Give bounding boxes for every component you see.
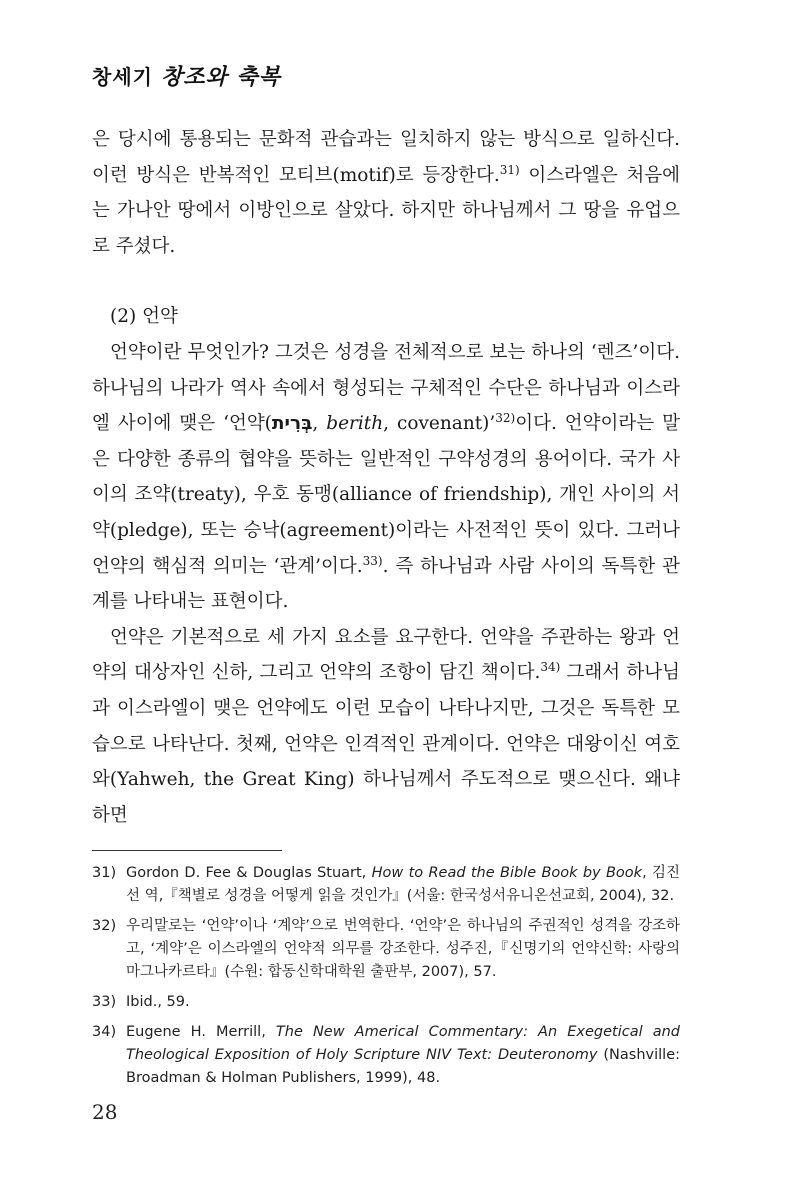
running-head	[92, 60, 281, 91]
footnote-text	[126, 862, 680, 908]
footnote-number: 33)	[92, 994, 117, 1010]
para1-text-a: 은 당시에 통용되는 문화적 관습과는 일치하지 않는 방식으로 일하신다. 이런 방식은 반복적인 모티브(motif)로 등장한다.	[92, 129, 680, 186]
footnote-text: Ibid., 59.	[126, 994, 190, 1010]
footnote-number: 34)	[92, 1024, 117, 1040]
footnotes	[92, 862, 680, 1097]
fn-title: How to Read the Bible Book by Book	[371, 865, 643, 881]
fn-post: , 김진선 역,『책별로 성경을 어떻게 읽을 것인가』(서울: 한국성서유니온선교회, 2004), 32.	[126, 865, 681, 904]
page-number: 28	[92, 1100, 118, 1124]
footnote-number: 31)	[92, 865, 117, 881]
para2-text-c: 이다. 언약이라는 말은 다양한 종류의 협약을 뜻하는 일반적인 구약성경의 용어이다. 국가 사이의 조약(treaty), 우호 동맹(alliance of friendship), 개인 사이의 서약(pledge), 또는 승낙(agreement)이라는 사전적인 뜻이 있다. 그러나 언약의 핵심적 의미는 ‘관계’이다.	[92, 413, 680, 577]
footnote-32	[92, 915, 680, 984]
para3-text-b: 그래서 하나님과 이스라엘이 맺은 언약에도 이런 모습이 나타나지만, 그것은 독특한 모습으로 나타난다. 첫째, 언약은 인격적인 관계이다. 언약은 대왕이신 여호와(Yahweh, the Great King) 하나님께서 주도적으로 맺으신다. 왜냐하면	[92, 662, 680, 826]
footnote-34	[92, 1021, 680, 1090]
para2-text-d: . 즉 하나님과 사람 사이의 독특한 관계를 나타내는 표현이다.	[92, 555, 680, 613]
footnote-number: 32)	[92, 918, 117, 934]
hebrew-berith: בְּרִית	[271, 413, 313, 435]
footnote-ref-31[interactable]: 31)	[499, 162, 520, 177]
para3-text-a: 언약은 기본적으로 세 가지 요소를 요구한다. 언약을 주관하는 왕과 언약의 대상자인 신하, 그리고 언약의 조항이 담긴 책이다.	[92, 626, 680, 684]
footnote-text: 우리말로는 ‘언약’이나 ‘계약’으로 번역한다. ‘언약’은 하나님의 주권적인 성격을 강조하고, ‘계약’은 이스라엘의 언약적 의무를 강조한다. 성주진,『신명기의 언약신학: 사랑의 마그나카르타』(수원: 합동신학대학원 출판부, 2007), 57.	[126, 918, 680, 980]
footnote-divider	[92, 850, 282, 851]
footnote-31	[92, 862, 680, 908]
para2-sep: ,	[312, 413, 327, 435]
section-heading: (2) 언약	[110, 306, 178, 328]
para2-text-a: 언약이란 무엇인가? 그것은 성경을 전체적으로 보는 하나의 ‘렌즈’이다. 하나님의 나라가 역사 속에서 형성되는 구체적인 수단은 하나님과 이스라엘 사이에 맺은 ‘언약(	[92, 341, 680, 435]
footnote-text	[126, 1021, 680, 1090]
fn-post: (Nashville: Broadman & Holman Publishers, 1999), 48.	[126, 1047, 681, 1086]
running-head-title: 창세기	[92, 65, 153, 89]
fn-pre: Eugene H. Merrill,	[126, 1024, 276, 1040]
fn-title: The New Americal Commentary: An Exegetical and Theological Exposition of Holy Scripture NIV Text: Deuteronomy	[126, 1024, 680, 1063]
para2-text-b: , covenant)’	[383, 413, 496, 435]
para1-text-b: 이스라엘은 처음에는 가나안 땅에서 이방인으로 살았다. 하지만 하나님께서 그 땅을 유업으로 주셨다.	[92, 164, 680, 257]
paragraph-2	[92, 335, 680, 620]
footnote-ref-34[interactable]: 34)	[540, 660, 561, 675]
berith-italic: berith	[326, 413, 384, 435]
paragraph-3	[92, 620, 680, 834]
footnote-ref-32[interactable]: 32)	[495, 411, 516, 426]
footnote-33	[92, 991, 680, 1014]
fn-pre: Gordon D. Fee & Douglas Stuart,	[126, 865, 372, 881]
body-text	[92, 122, 680, 833]
running-head-deco: 창조와 축복	[160, 65, 281, 90]
paragraph-1	[92, 122, 680, 264]
footnote-ref-33[interactable]: 33)	[362, 553, 383, 568]
